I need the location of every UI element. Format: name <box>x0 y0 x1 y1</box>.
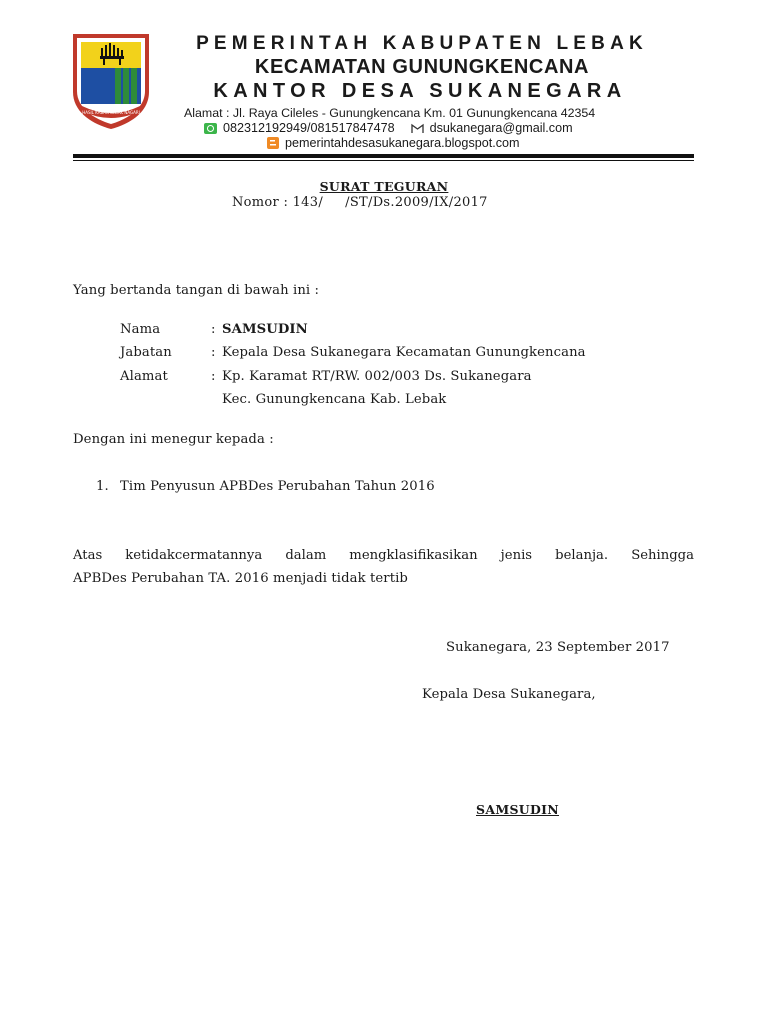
address-value-line2: Kec. Gunungkencana Kab. Lebak <box>222 392 447 407</box>
svg-text:HASIL KABAN LEBAK NAGARI: HASIL KABAN LEBAK NAGARI <box>82 110 140 115</box>
letter-number: Nomor : 143/ /ST/Ds.2009/IX/2017 <box>232 195 488 210</box>
email-address[interactable]: dsukanegara@gmail.com <box>429 121 573 135</box>
whatsapp-icon <box>204 123 217 134</box>
address-value-line1: Kp. Karamat RT/RW. 002/003 Ds. Sukanegara <box>222 369 532 384</box>
address-separator: : <box>211 369 216 384</box>
place-date: Sukanegara, 23 September 2017 <box>446 640 670 655</box>
letterhead-office: KANTOR DESA SUKANEGARA <box>213 80 627 102</box>
letterhead-district: KECAMATAN GUNUNGKENCANA <box>254 56 590 78</box>
letterhead-regency: PEMERINTAH KABUPATEN LEBAK <box>196 33 648 54</box>
letterhead-contact <box>204 121 573 135</box>
position-label: Jabatan <box>120 345 172 360</box>
kabupaten-lebak-logo <box>70 30 152 130</box>
reprimand-intro: Dengan ini menegur kepada : <box>73 432 274 447</box>
name-value: SAMSUDIN <box>222 322 308 337</box>
recipient-number: 1. <box>96 479 109 494</box>
blog-url[interactable]: pemerintahdesasukanegara.blogspot.com <box>285 136 520 150</box>
position-value: Kepala Desa Sukanegara Kecamatan Gunungkencana <box>222 345 586 360</box>
body-line-2: APBDes Perubahan TA. 2016 menjadi tidak tertib <box>73 571 408 586</box>
letterhead-divider-thin <box>73 160 694 161</box>
phone-number: 082312192949/081517847478 <box>223 121 395 135</box>
blogger-icon <box>267 137 279 149</box>
position-separator: : <box>211 345 216 360</box>
signature-name: SAMSUDIN <box>476 802 560 817</box>
opening-line: Yang bertanda tangan di bawah ini : <box>73 283 320 298</box>
name-separator: : <box>211 322 216 337</box>
letterhead-blog <box>267 136 520 150</box>
mail-icon <box>411 123 424 134</box>
letterhead-divider-thick <box>73 154 694 158</box>
letter-title: SURAT TEGURAN <box>319 179 449 194</box>
signature-title: Kepala Desa Sukanegara, <box>422 687 596 702</box>
recipient-item: Tim Penyusun APBDes Perubahan Tahun 2016 <box>120 479 435 494</box>
address-label: Alamat <box>120 369 168 384</box>
name-label: Nama <box>120 322 161 337</box>
letterhead-address: Alamat : Jl. Raya Cileles - Gunungkencana Km. 01 Gunungkencana 42354 <box>184 106 596 120</box>
body-line-1: Atas ketidakcermatannya dalam mengklasifikasikan jenis belanja. Sehingga <box>73 548 694 563</box>
